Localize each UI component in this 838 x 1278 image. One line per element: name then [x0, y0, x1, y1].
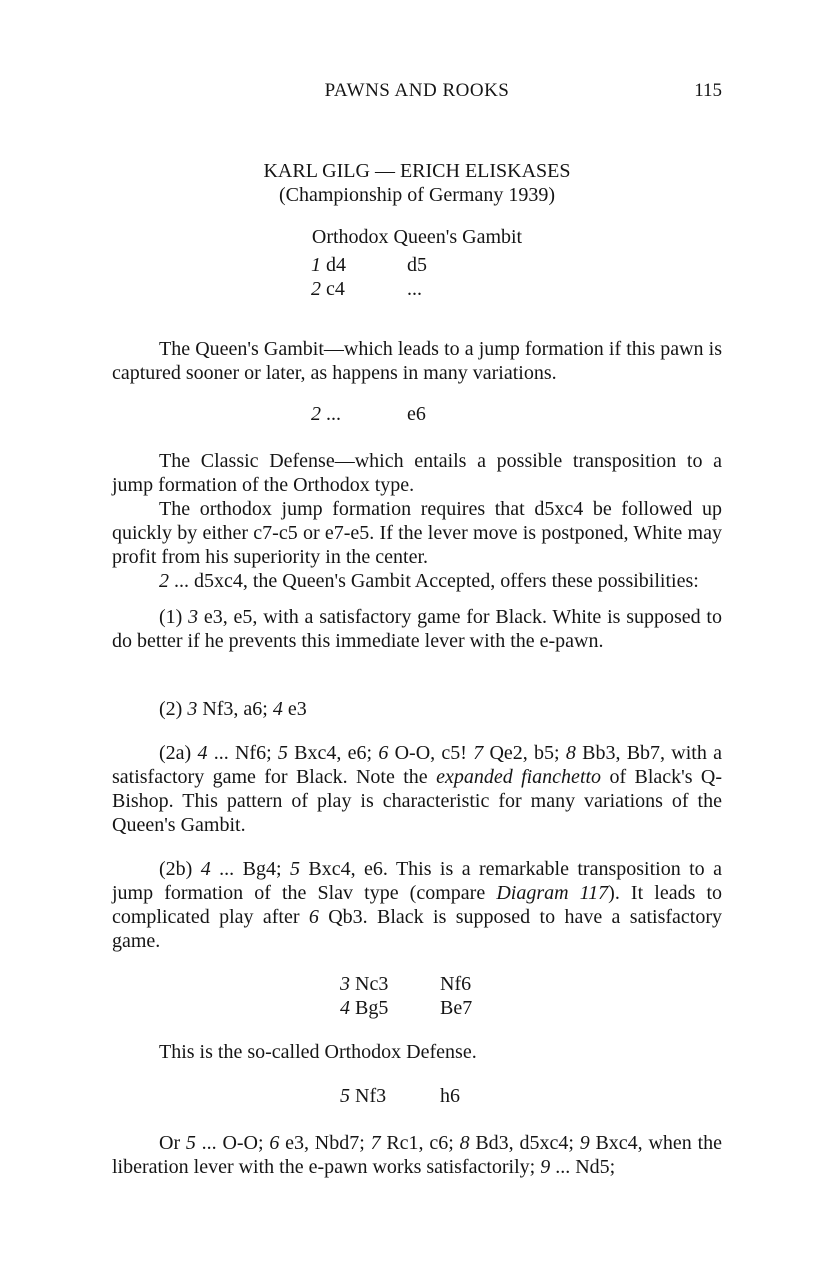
paragraph: The orthodox jump formation requires that d5xc4 be followed up quickly by either c7-c5 or e7-e5. If the lever move is postponed, White may profit from his superiority in the center. [112, 498, 722, 568]
black-move: h6 [440, 1085, 460, 1107]
variation-2b [112, 857, 722, 953]
move-number: 2 [311, 403, 321, 425]
emphasis: Diagram 117 [496, 882, 609, 904]
paragraph: Or 5 ... O-O; 6 e3, Nbd7; 7 Rc1, c6; 8 Bd3, d5xc4; 9 Bxc4, when the liberation lever with the e-pawn works satisfactorily; 9 ... Nd5; [112, 1132, 722, 1178]
game-players: KARL GILG — ERICH ELISKASES [263, 160, 571, 182]
paragraph: The Classic Defense—which entails a possible transposition to a jump formation of the Orthodox type. [112, 450, 722, 496]
move-table [340, 973, 472, 1021]
running-title: PAWNS AND ROOKS [324, 80, 510, 101]
commentary-2 [112, 449, 722, 593]
white-move: 1 d4 [311, 254, 346, 276]
move-table [311, 254, 427, 302]
white-move: 4 Bg5 [340, 997, 389, 1019]
white-move: 2 c4 [311, 278, 345, 300]
black-move: d5 [407, 254, 427, 276]
move-row [340, 1085, 460, 1109]
move-number: 3 [340, 973, 350, 995]
variation-2a [112, 741, 722, 837]
variation-1 [112, 605, 722, 653]
white-move: 3 Nc3 [340, 973, 389, 995]
move-row [340, 973, 472, 997]
move-table [340, 1085, 460, 1109]
page-header [112, 80, 722, 106]
move-row [311, 403, 426, 427]
paragraph: (2a) 4 ... Nf6; 5 Bxc4, e6; 6 O-O, c5! 7 Qe2, b5; 8 Bb3, Bb7, with a satisfactory game for Black. Note the expanded fianchetto of Black's Q- Bishop. This pattern of play is characteristic for many variations of the Queen's Gambit. [112, 742, 722, 836]
paragraph: The Queen's Gambit—which leads to a jump formation if this pawn is captured sooner or later, as happens in many variations. [112, 338, 722, 384]
black-move: Be7 [440, 997, 473, 1019]
paragraph: (1) 3 e3, e5, with a satisfactory game for Black. White is supposed to do better if he prevents this immediate lever with the e-pawn. [112, 606, 722, 652]
paragraph: This is the so-called Orthodox Defense. [159, 1041, 477, 1063]
paragraph: 2 ... d5xc4, the Queen's Gambit Accepted, offers these possibilities: [159, 570, 699, 592]
paragraph: (2) 3 Nf3, a6; 4 e3 [159, 698, 307, 720]
paragraph: (2b) 4 ... Bg4; 5 Bxc4, e6. This is a remarkable transposition to a jump formation of the Slav type (compare Diagram 117). It leads to complicated play after 6 Qb3. Black is supposed to have a satisfactory game. [112, 858, 723, 952]
white-move: 2 ... [311, 403, 341, 425]
game-heading [112, 159, 722, 207]
move-row [311, 254, 427, 278]
commentary-4 [112, 1131, 722, 1179]
emphasis: expanded fianchetto [436, 766, 602, 788]
white-move: 5 Nf3 [340, 1085, 387, 1107]
black-move: Nf6 [440, 973, 472, 995]
commentary-1 [112, 337, 722, 385]
move-row [340, 997, 472, 1021]
black-move: ... [407, 278, 422, 300]
page-number: 115 [694, 80, 722, 101]
move-row [311, 278, 427, 302]
move-number: 4 [340, 997, 350, 1019]
variation-2 [112, 697, 722, 721]
move-number: 2 [311, 278, 321, 300]
black-move: e6 [407, 403, 426, 425]
game-event: (Championship of Germany 1939) [278, 184, 556, 206]
move-number: 2 [159, 570, 169, 592]
move-table [311, 403, 426, 427]
commentary-3 [112, 1040, 722, 1064]
opening-name: Orthodox Queen's Gambit [311, 226, 523, 248]
move-number: 5 [340, 1085, 350, 1107]
move-number: 1 [311, 254, 321, 276]
